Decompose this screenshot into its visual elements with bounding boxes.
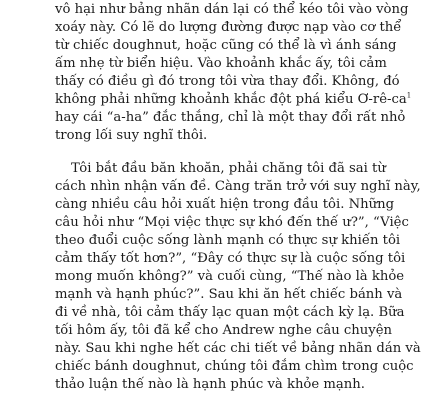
paragraph-line: ấm nhẹ từ biển hiệu. Vào khoảnh khắc ấy, tôi cảm — [55, 56, 387, 71]
paragraph-line: Tôi bắt đầu băn khoăn, phải chăng tôi đã sai từ — [71, 161, 386, 176]
paragraph-line: thảo luận thế nào là hạnh phúc và khỏe mạnh. — [55, 377, 365, 392]
paragraph-line: đi về nhà, tôi cảm thấy lạc quan một cách kỳ lạ. Bữa — [55, 305, 405, 320]
footnote-reference: 1 — [406, 91, 412, 100]
paragraph-line: cách nhìn nhận vấn đề. Càng trăn trở với suy nghĩ này, — [55, 179, 421, 194]
paragraph-line: xoáy này. Có lẽ do lượng đường được nạp vào cơ thể — [55, 20, 402, 35]
paragraph-line: trong lối suy nghĩ thôi. — [55, 128, 208, 143]
paragraph-line: vô hại như bảng nhãn dán lại có thể kéo tôi vào vòng — [55, 2, 409, 17]
paragraph-line: từ chiếc doughnut, hoặc cũng có thể là vì ánh sáng — [55, 38, 397, 53]
paragraph-line: câu hỏi như “Mọi việc thực sự khó đến thế ư?”, “Việc — [55, 215, 409, 230]
paragraph-line-with-footnote — [55, 91, 412, 109]
paragraph-line: chiếc bánh doughnut, chúng tôi đắm chìm trong cuộc — [55, 359, 414, 374]
paragraph-line: cảm thấy tốt hơn?”, “Đây có thực sự là cuộc sống tôi — [55, 251, 406, 266]
paragraph-line-text: không phải những khoảnh khắc đột phá kiểu Ơ-rê-ca — [55, 92, 407, 107]
paragraph-line: thấy có điều gì đó trong tôi vừa thay đổi. Không, đó — [55, 74, 400, 89]
paragraph-line: này. Sau khi nghe hết các chi tiết về bảng nhãn dán và — [55, 341, 421, 356]
paragraph-line: tối hôm ấy, tôi đã kể cho Andrew nghe câu chuyện — [55, 323, 393, 338]
paragraph-line: càng nhiều câu hỏi xuất hiện trong đầu tôi. Những — [55, 197, 395, 212]
paragraph-line: theo đuổi cuộc sống lành mạnh có thực sự khiến tôi — [55, 233, 401, 248]
paragraph-line: hay cái “a-ha” đắc thắng, chỉ là một thay đổi rất nhỏ — [55, 110, 406, 125]
paragraph-line: mạnh và hạnh phúc?”. Sau khi ăn hết chiếc bánh và — [55, 287, 403, 302]
paragraph-line: mong muốn không?” và cuối cùng, “Thế nào là khỏe — [55, 269, 405, 284]
